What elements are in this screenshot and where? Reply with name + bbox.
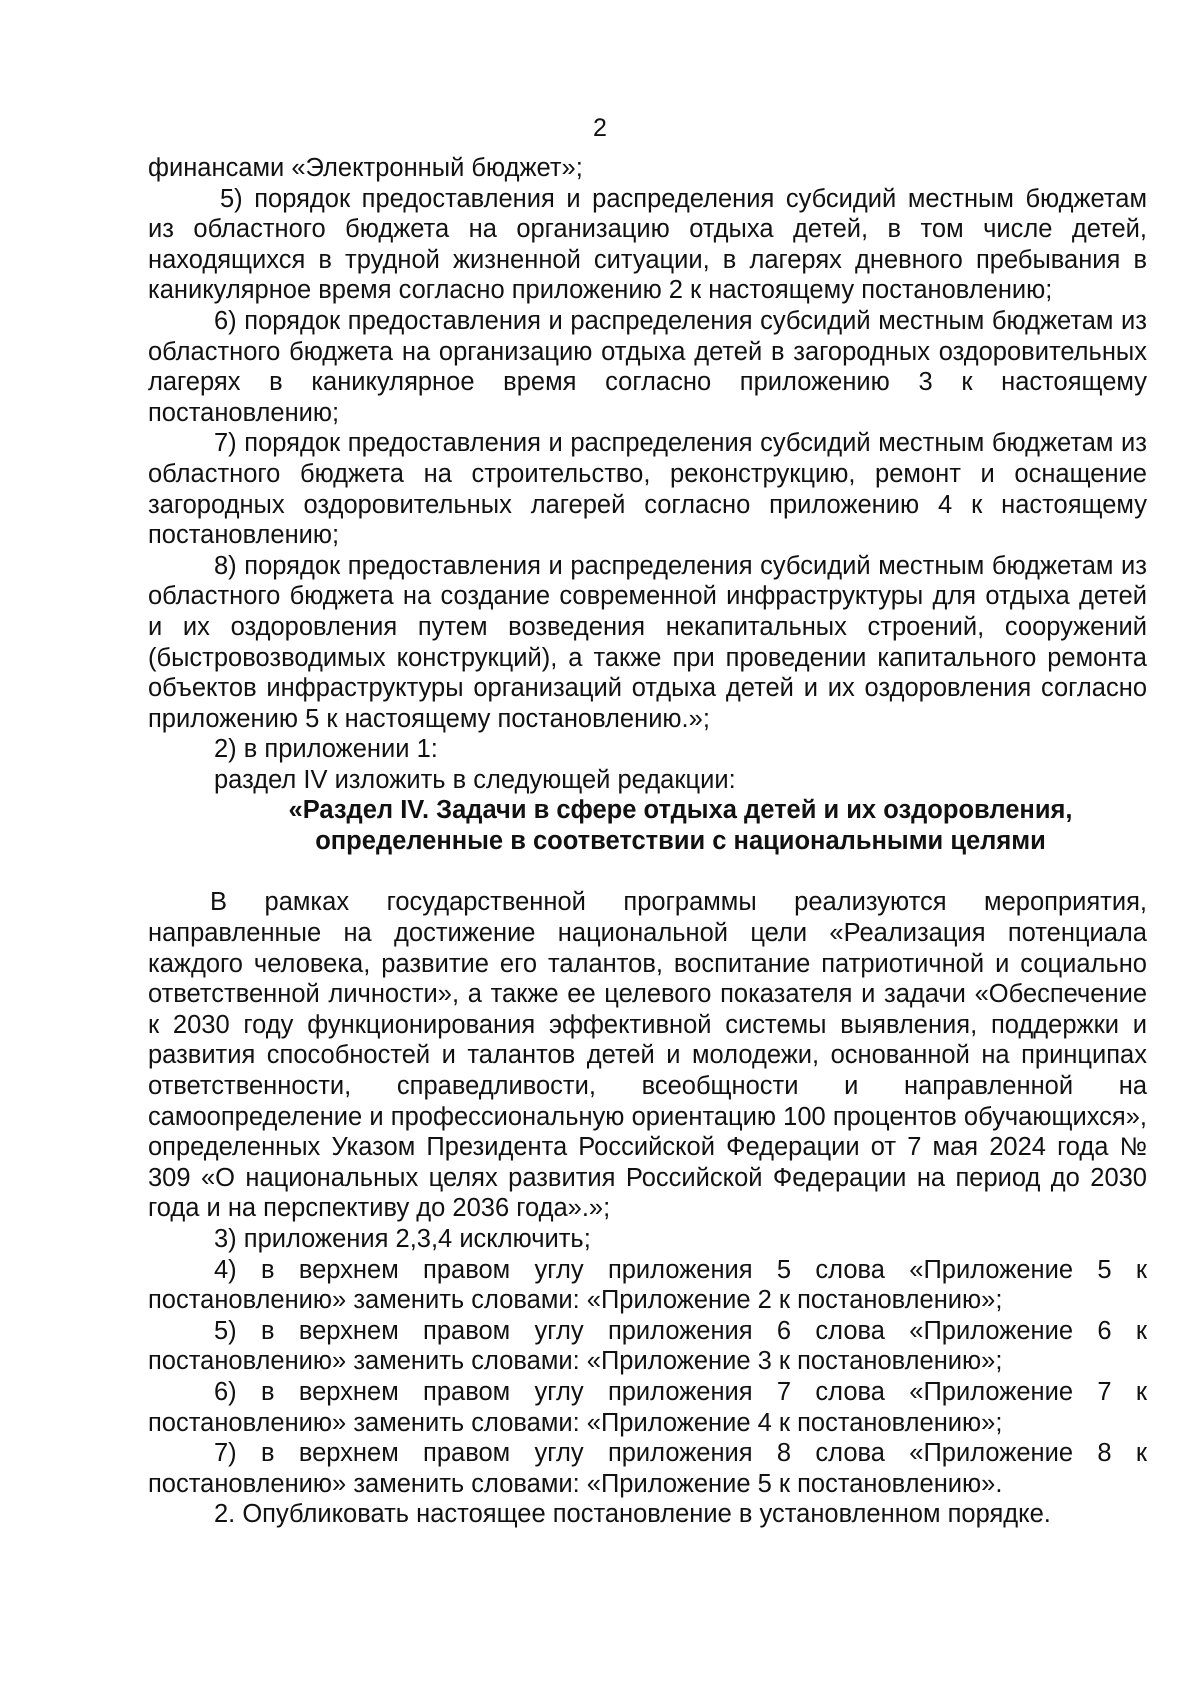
- item-4-appendix-5-rename: 4) в верхнем правом углу приложения 5 слова «Приложение 5 к постановлению» заменить словами: «Приложение 2 к постановлению»;: [148, 1255, 1147, 1315]
- paragraph-continuation: финансами «Электронный бюджет»;: [148, 154, 583, 182]
- list-item-6-subsidy-country-camps: 6) порядок предоставления и распределения субсидий местным бюджетам из областного бюджета на организацию отдыха детей в загородных оздоровительных лагерях в каникулярное время согласно приложению 3 к настоящему постановлению;: [148, 306, 1147, 427]
- item-5-appendix-6-rename: 5) в верхнем правом углу приложения 6 слова «Приложение 6 к постановлению» заменить словами: «Приложение 3 к постановлению»;: [148, 1316, 1147, 1376]
- page-number: 2: [593, 114, 607, 142]
- item-6-appendix-7-rename: 6) в верхнем правом углу приложения 7 слова «Приложение 7 к постановлению» заменить словами: «Приложение 4 к постановлению»;: [148, 1377, 1147, 1437]
- section-heading-line-2: определенные в соответствии с национальными целями: [315, 827, 1046, 856]
- section-heading-line-1: «Раздел IV. Задачи в сфере отдыха детей и их оздоровления,: [288, 796, 1073, 825]
- final-clause-publish: 2. Опубликовать настоящее постановление в установленном порядке.: [214, 1500, 1051, 1529]
- list-item-7-subsidy-construction: 7) порядок предоставления и распределения субсидий местным бюджетам из областного бюджета на строительство, реконструкцию, ремонт и оснащение загородных оздоровительных лагерей согласно приложению 4 к настоящему постановлению;: [148, 429, 1147, 550]
- item-2-appendix-1: 2) в приложении 1:: [214, 735, 438, 764]
- item-3-exclude-appendices: 3) приложения 2,3,4 исключить;: [214, 1225, 591, 1253]
- item-7-appendix-8-rename: 7) в верхнем правом углу приложения 8 слова «Приложение 8 к постановлению» заменить словами: «Приложение 5 к постановлению».: [148, 1439, 1147, 1498]
- document-body: [148, 153, 1147, 1530]
- list-item-8-subsidy-infrastructure: 8) порядок предоставления и распределения субсидий местным бюджетам из областного бюджета на создание современной инфраструктуры для отдыха детей и их оздоровления путем возведения некапитальных строений, сооружений (быстровозводимых конструкций), а также при проведении капитального ремонта объектов инфраструктуры организаций отдыха детей и их оздоровления согласно приложению 5 к настоящему постановлению.»;: [148, 551, 1147, 733]
- section-iv-main-text: В рамках государственной программы реализуются мероприятия, направленные на достижение национальной цели «Реализация потенциала каждого человека, развитие его талантов, воспитание патриотичной и социально ответственной личности», а также ее целевого показателя и задачи «Обеспечение к 2030 году функционирования эффективной системы выявления, поддержки и развития способностей и талантов детей и молодежи, основанной на принципах ответственности, справедливости, всеобщности и направленной на самоопределение и профессиональную ориентацию 100 процентов обучающихся», определенных Указом Президента Российской Федерации от 7 мая 2024 года № 309 «О национальных целях развития Российской Федерации на период до 2030 года и на перспективу до 2036 года».»;: [148, 888, 1147, 1223]
- spacer: [148, 857, 1147, 887]
- list-item-5-subsidy-day-camps: 5) порядок предоставления и распределения субсидий местным бюджетам из областного бюджета на организацию отдыха детей, в том числе детей, находящихся в трудной жизненной ситуации, в лагерях дневного пребывания в каникулярное время согласно приложению 2 к настоящему постановлению;: [148, 184, 1147, 305]
- section-iv-instruction: раздел IV изложить в следующей редакции:: [214, 765, 736, 794]
